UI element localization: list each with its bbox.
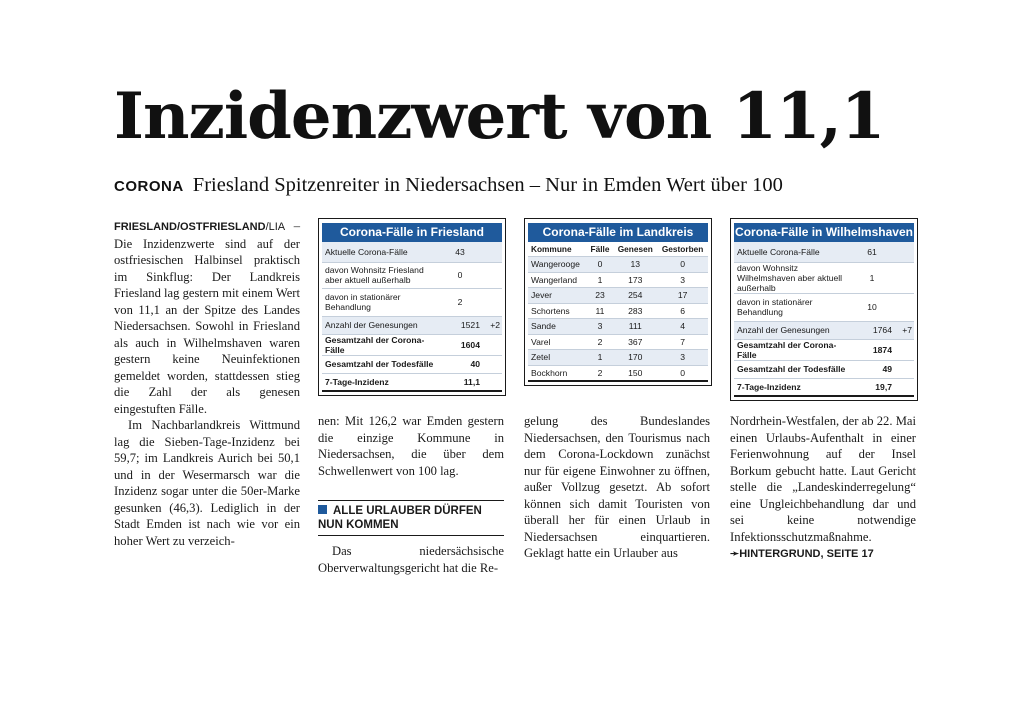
table-landkreis-title: Corona-Fälle im Landkreis <box>528 223 708 242</box>
article-paragraph-5: gelung des Bundeslandes Niedersachsen, den Tourismus nach dem Corona-Lockdown zunächst nur für eigene Einwohner zu öffnen, außer Vollzug gesetzt. Ab sofort können sich damit Touristen von überall her für einen Urlaub in Niedersachsen einquartieren. Geklagt hatte ein Urlauber aus <box>524 414 710 560</box>
row-value: 49 <box>849 360 895 378</box>
row-diff <box>483 242 502 262</box>
row-diff <box>895 293 914 321</box>
row-label: Gesamtzahl der Todesfälle <box>322 355 437 373</box>
table-wilhelmshaven <box>730 218 918 401</box>
article-paragraph-6: Nordrhein-Westfalen, der ab 22. Mai einen Urlaubs-Aufenthalt in einer Ferienwohnung auf der Insel Borkum gebucht hatte. Laut Gericht stelle die „Landeskinderregelung“ eine Ungleichbehandlung dar und sei keine notwendige Infektionsschutzmaßnahme. <box>730 414 916 544</box>
table-row <box>528 257 708 273</box>
header-gestorben: Gestorben <box>657 242 708 257</box>
table-row <box>734 242 914 262</box>
table-row <box>322 262 502 288</box>
cell-kommune: Wangerland <box>528 272 587 288</box>
table-row <box>734 339 914 360</box>
table-row <box>528 350 708 366</box>
cell-kommune: Jever <box>528 288 587 304</box>
cell-gestorben: 4 <box>657 319 708 335</box>
dateline-dash: – <box>285 219 300 233</box>
row-diff <box>895 339 914 360</box>
table-row <box>528 365 708 381</box>
row-label: Anzahl der Genesungen <box>734 321 849 339</box>
cell-faelle: 1 <box>587 350 614 366</box>
article-column-2 <box>318 413 504 479</box>
table-friesland <box>318 218 506 396</box>
article-paragraph-4: Das niedersächsische Oberverwaltungsgericht hat die Re- <box>318 544 504 575</box>
cell-faelle: 2 <box>587 365 614 381</box>
table-row <box>528 272 708 288</box>
row-diff <box>895 262 914 293</box>
article-column-2-continued <box>318 543 504 576</box>
row-label: davon Wohnsitz Wilhelmshaven aber aktuell außerhalb <box>734 262 849 293</box>
table-row <box>734 321 914 339</box>
row-value: 19,7 <box>849 378 895 396</box>
row-diff <box>483 334 502 355</box>
header-faelle: Fälle <box>587 242 614 257</box>
table-row <box>734 378 914 396</box>
subhead-text: ALLE URLAUBER DÜRFEN NUN KOMMEN <box>318 505 482 531</box>
cell-kommune: Sande <box>528 319 587 335</box>
article-column-3 <box>524 413 710 562</box>
dateline-agency: /LIA <box>265 221 286 233</box>
row-diff <box>895 360 914 378</box>
dateline <box>114 221 285 233</box>
row-diff: +2 <box>483 316 502 334</box>
subline-text: Friesland Spitzenreiter in Niedersachsen – Nur in Emden Wert über 100 <box>192 174 783 196</box>
cell-genesen: 150 <box>613 365 657 381</box>
table-row <box>528 303 708 319</box>
subhead-square-icon <box>318 505 327 514</box>
row-label: Anzahl der Genesungen <box>322 316 437 334</box>
cell-genesen: 111 <box>613 319 657 335</box>
table-row <box>322 373 502 391</box>
row-value: 1604 <box>437 334 483 355</box>
subhead <box>318 500 504 536</box>
cell-gestorben: 6 <box>657 303 708 319</box>
row-label: davon in stationärer Behandlung <box>734 293 849 321</box>
article-text-1: Die Inzidenzwerte sind auf der ostfriesischen Halbinsel praktisch im Sinkflug: Der Landkreis Friesland lag gestern mit einem Wert von 11,1 an der Spitze des Landes Niedersachsen. Sowohl in Friesland als auch in Wilhelmshaven waren gestern keine Neuinfektionen gemeldet worden, stattdessen stieg die Zahl der als genesen eingestuften Fälle. <box>114 236 300 416</box>
article-column-1 <box>114 218 300 549</box>
table-row <box>734 293 914 321</box>
row-diff: +7 <box>895 321 914 339</box>
row-label: 7-Tage-Inzidenz <box>322 373 437 391</box>
row-diff <box>483 262 502 288</box>
cell-gestorben: 17 <box>657 288 708 304</box>
table-landkreis <box>524 218 712 386</box>
table-friesland-grid <box>322 242 502 392</box>
cell-kommune: Schortens <box>528 303 587 319</box>
row-value: 10 <box>849 293 895 321</box>
table-landkreis-grid <box>528 242 708 382</box>
article-column-4 <box>730 413 916 563</box>
row-value: 11,1 <box>437 373 483 391</box>
row-value: 43 <box>437 242 483 262</box>
cell-faelle: 23 <box>587 288 614 304</box>
cell-gestorben: 0 <box>657 365 708 381</box>
table-row <box>322 288 502 316</box>
article-paragraph-1 <box>114 218 300 417</box>
headline: Inzidenzwert von 11,1 <box>114 79 885 154</box>
row-label: 7-Tage-Inzidenz <box>734 378 849 396</box>
table-row <box>528 288 708 304</box>
row-label: davon Wohnsitz Friesland aber aktuell außerhalb <box>322 262 437 288</box>
subline <box>114 172 783 200</box>
cell-faelle: 3 <box>587 319 614 335</box>
row-value: 61 <box>849 242 895 262</box>
row-diff <box>895 378 914 396</box>
row-value: 1764 <box>849 321 895 339</box>
row-diff <box>483 355 502 373</box>
row-value: 2 <box>437 288 483 316</box>
header-genesen: Genesen <box>613 242 657 257</box>
row-label: Gesamtzahl der Todesfälle <box>734 360 849 378</box>
cell-genesen: 170 <box>613 350 657 366</box>
cell-kommune: Wangerooge <box>528 257 587 273</box>
row-label: Aktuelle Corona-Fälle <box>322 242 437 262</box>
header-kommune: Kommune <box>528 242 587 257</box>
table-friesland-title: Corona-Fälle in Friesland <box>322 223 502 242</box>
table-row <box>322 316 502 334</box>
row-value: 40 <box>437 355 483 373</box>
cell-gestorben: 7 <box>657 334 708 350</box>
reference-link: ➛HINTERGRUND, SEITE 17 <box>730 548 874 560</box>
cell-kommune: Bockhorn <box>528 365 587 381</box>
cell-genesen: 13 <box>613 257 657 273</box>
row-label: Gesamtzahl der Corona-Fälle <box>322 334 437 355</box>
cell-genesen: 283 <box>613 303 657 319</box>
cell-genesen: 367 <box>613 334 657 350</box>
cell-faelle: 0 <box>587 257 614 273</box>
cell-gestorben: 3 <box>657 350 708 366</box>
row-label: Gesamtzahl der Corona-Fälle <box>734 339 849 360</box>
cell-faelle: 2 <box>587 334 614 350</box>
article-reference <box>730 545 916 563</box>
cell-kommune: Varel <box>528 334 587 350</box>
article-paragraph-3: nen: Mit 126,2 war Emden gestern die einzige Kommune in Niedersachsen, die über dem Schwellenwert von 100 lag. <box>318 414 504 478</box>
row-diff <box>483 373 502 391</box>
subline-kicker: CORONA <box>114 178 184 195</box>
row-label: davon in stationärer Behandlung <box>322 288 437 316</box>
table-row <box>528 319 708 335</box>
table-row <box>734 262 914 293</box>
cell-genesen: 254 <box>613 288 657 304</box>
cell-gestorben: 0 <box>657 257 708 273</box>
table-header-row <box>528 242 708 257</box>
table-wilhelmshaven-grid <box>734 242 914 397</box>
table-row <box>734 360 914 378</box>
cell-kommune: Zetel <box>528 350 587 366</box>
table-row <box>322 355 502 373</box>
cell-faelle: 1 <box>587 272 614 288</box>
row-value: 1874 <box>849 339 895 360</box>
table-row <box>528 334 708 350</box>
dateline-place: FRIESLAND/OSTFRIESLAND <box>114 221 266 233</box>
row-label: Aktuelle Corona-Fälle <box>734 242 849 262</box>
row-value: 1 <box>849 262 895 293</box>
row-diff <box>895 242 914 262</box>
cell-faelle: 11 <box>587 303 614 319</box>
row-diff <box>483 288 502 316</box>
cell-gestorben: 3 <box>657 272 708 288</box>
article-paragraph-2: Im Nachbarlandkreis Wittmund lag die Sieben-Tage-Inzidenz bei 59,7; im Landkreis Aurich bei 50,1 und in der Wesermarsch war die Inzidenz sogar unter die 50er-Marke gesunken (46,3). Lediglich in der Stadt Emden ist nach wie vor ein hoher Wert zu verzeich- <box>114 418 300 548</box>
row-value: 0 <box>437 262 483 288</box>
table-row <box>322 334 502 355</box>
row-value: 1521 <box>437 316 483 334</box>
cell-genesen: 173 <box>613 272 657 288</box>
table-wilhelmshaven-title: Corona-Fälle in Wilhelmshaven <box>734 223 914 242</box>
table-row <box>322 242 502 262</box>
